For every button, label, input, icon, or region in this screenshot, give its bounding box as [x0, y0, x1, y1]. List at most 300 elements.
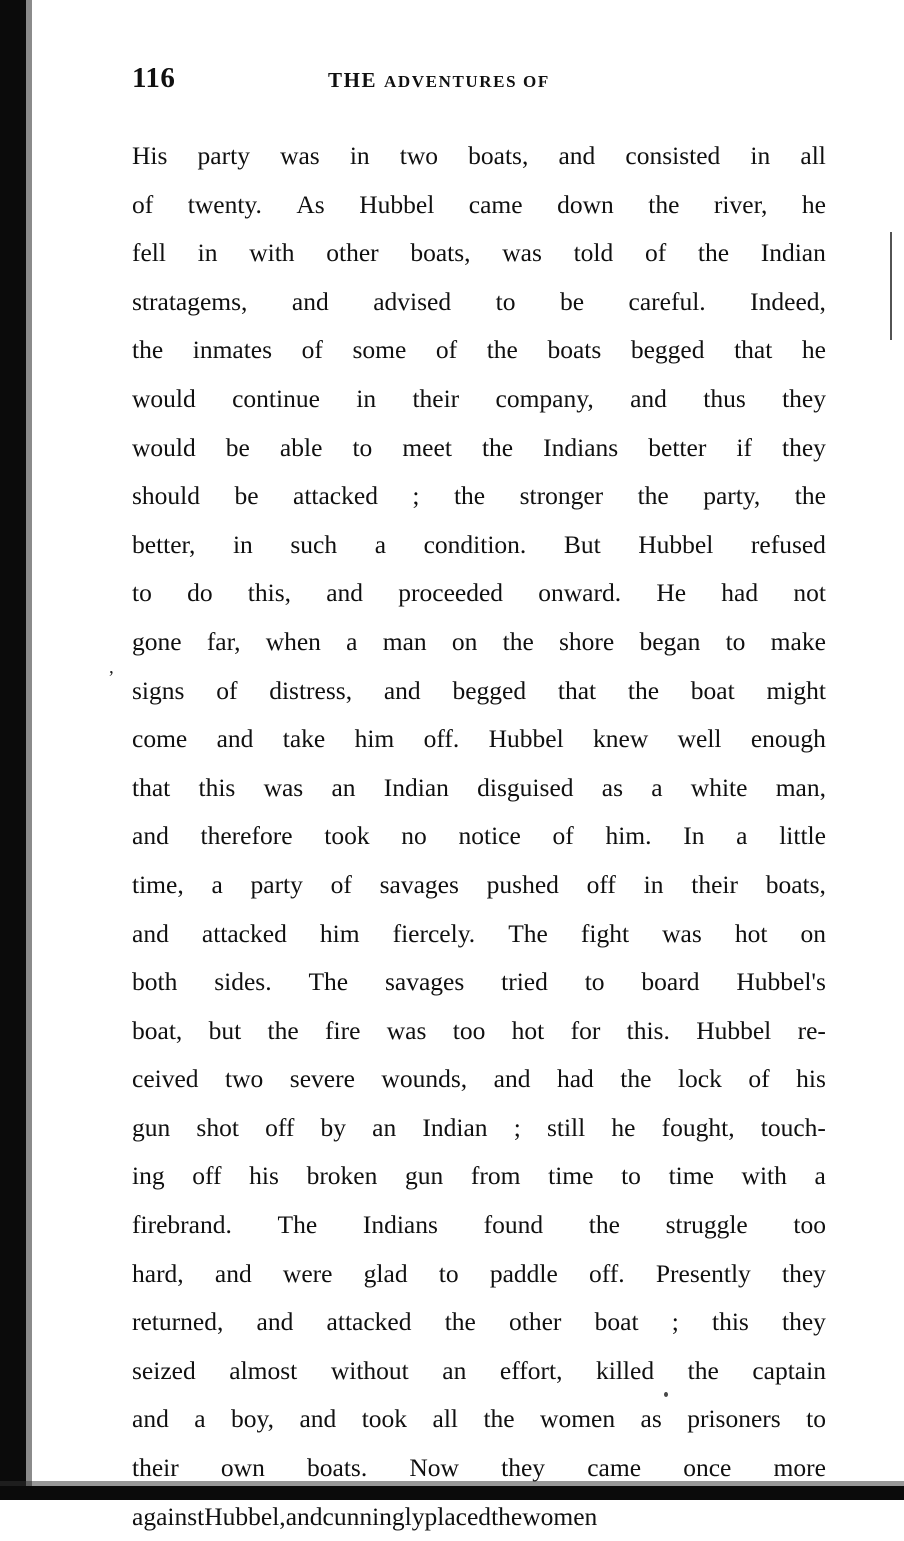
word: a [346, 626, 358, 656]
word: an [331, 772, 356, 802]
word: his [249, 1161, 279, 1191]
word: would [132, 383, 196, 413]
word: was [280, 141, 320, 170]
word: too [452, 1015, 486, 1045]
text-line [132, 181, 826, 230]
word: better [648, 432, 707, 462]
word: all [800, 141, 826, 170]
word: re- [797, 1015, 826, 1045]
word: a [374, 529, 387, 559]
word: against [132, 1501, 205, 1531]
word: Hubbel [696, 1015, 772, 1045]
text-line [132, 618, 826, 667]
word: ; [412, 481, 420, 511]
word: Now [409, 1453, 459, 1483]
word: no [401, 821, 427, 851]
word: severe [289, 1064, 355, 1094]
word: refused [750, 529, 826, 559]
word: such [290, 529, 338, 559]
word: to [806, 1404, 826, 1434]
text-line [132, 1298, 826, 1347]
word: well [677, 724, 722, 754]
word: killed [596, 1355, 655, 1385]
word: thus [703, 383, 746, 413]
word: off [586, 869, 616, 899]
word: from [470, 1161, 521, 1191]
word: be [234, 481, 259, 511]
text-line [132, 764, 826, 813]
word: Presently [655, 1258, 751, 1288]
word: In [683, 821, 705, 851]
word: an [372, 1112, 397, 1142]
word: of [330, 869, 352, 899]
text-line [132, 1104, 826, 1153]
word: notice [458, 821, 521, 851]
text-line [132, 1444, 826, 1493]
word: river, [713, 189, 768, 219]
word: party [250, 869, 303, 899]
word: signs [132, 675, 185, 705]
word: therefore [200, 821, 293, 851]
word: of [216, 675, 238, 705]
word: fell [132, 238, 166, 268]
word: able [279, 432, 323, 462]
word: paddle [489, 1258, 558, 1288]
word: to [352, 432, 373, 462]
word: to [725, 626, 746, 656]
word: time, [132, 869, 184, 899]
word: took [324, 821, 370, 851]
word: attacked [326, 1307, 412, 1337]
word: boat, [132, 1015, 183, 1045]
word: wounds, [381, 1064, 468, 1094]
word: cunningly [322, 1501, 425, 1531]
word: the [697, 238, 730, 268]
word: man, [775, 772, 826, 802]
word: once [683, 1453, 732, 1483]
word: But [563, 529, 601, 559]
word: two [225, 1064, 264, 1094]
word: of [435, 335, 458, 365]
word: by [320, 1112, 347, 1142]
word: disguised [477, 772, 574, 802]
word: struggle [665, 1210, 748, 1240]
word: Indian [383, 772, 449, 802]
word: time [548, 1161, 594, 1191]
word: The [308, 967, 349, 997]
word: other [509, 1307, 562, 1337]
word: the [491, 1501, 523, 1531]
word: Hubbel [359, 189, 435, 219]
word: should [132, 481, 201, 511]
text-line [132, 424, 826, 473]
word: far, [206, 626, 241, 656]
word: a [736, 821, 748, 851]
word: fight [580, 918, 630, 948]
word: hot [511, 1015, 545, 1045]
word: effort, [499, 1355, 563, 1385]
word: would [132, 432, 196, 462]
word: the [648, 189, 680, 219]
word: the [483, 1404, 515, 1434]
word: Indeed, [750, 286, 826, 316]
word: came [468, 189, 523, 219]
word: this [712, 1307, 749, 1337]
word: all [432, 1404, 458, 1434]
word: a [651, 772, 663, 802]
word: were [282, 1258, 333, 1288]
word: white [690, 772, 748, 802]
text-line [132, 521, 826, 570]
word: boat [594, 1307, 639, 1337]
word: almost [229, 1355, 298, 1385]
word: fire [325, 1015, 361, 1045]
word: The [277, 1210, 318, 1240]
word: Indians [543, 432, 619, 462]
word: seized [132, 1355, 196, 1385]
word: with [249, 238, 295, 268]
word: and [493, 1064, 531, 1094]
word: might [766, 675, 826, 705]
word: distress, [269, 675, 353, 705]
word: to [132, 578, 152, 608]
word: of [748, 1064, 770, 1094]
word: returned, [132, 1307, 224, 1337]
word: captain [752, 1355, 826, 1385]
word: little [779, 821, 826, 851]
word: the [627, 675, 660, 705]
word: he [801, 189, 826, 219]
word: attacked [293, 481, 378, 511]
page-body-text [132, 132, 826, 1541]
word: not [793, 578, 826, 608]
word: off [192, 1161, 222, 1191]
word: him [319, 918, 360, 948]
word: he [801, 335, 826, 365]
word: come [132, 724, 188, 754]
word: that [557, 675, 597, 705]
word: without [330, 1355, 409, 1385]
word: and [216, 724, 254, 754]
word: ing [132, 1161, 165, 1191]
word: and [326, 578, 364, 608]
word: Indian [760, 238, 826, 268]
word: take [282, 724, 326, 754]
word: their [412, 383, 460, 413]
word: his [796, 1064, 826, 1094]
text-line [132, 1250, 826, 1299]
word: savages [384, 967, 465, 997]
word: he [611, 1112, 636, 1142]
word: The [508, 918, 548, 948]
word: boy, [231, 1404, 275, 1434]
word: hot [734, 918, 768, 948]
word: came [587, 1453, 642, 1483]
word: ceived [132, 1064, 199, 1094]
word: to [495, 286, 516, 316]
word: was [263, 772, 304, 802]
word: board [641, 967, 700, 997]
word: boats, [410, 238, 471, 268]
word: off. [589, 1258, 625, 1288]
word: of [552, 821, 574, 851]
word: time [668, 1161, 714, 1191]
word: Hubbel [488, 724, 564, 754]
word: prisoners [687, 1404, 781, 1434]
word: placed [424, 1501, 492, 1531]
word: when [265, 626, 321, 656]
word: if [736, 432, 752, 462]
word: enough [750, 724, 826, 754]
word: Indians [362, 1210, 438, 1240]
word: company, [495, 383, 594, 413]
word: careful. [628, 286, 706, 316]
word: fought, [661, 1112, 735, 1142]
word: shore [559, 626, 615, 656]
word: condition. [423, 529, 527, 559]
word: in [750, 141, 771, 170]
word: boats, [765, 869, 826, 899]
word: be [225, 432, 250, 462]
text-line [132, 812, 826, 861]
word: that [734, 335, 773, 365]
word: this [198, 772, 236, 802]
word: in [197, 238, 218, 268]
word: gone [132, 626, 182, 656]
text-line [132, 1007, 826, 1056]
word: begged [630, 335, 705, 365]
word: to [438, 1258, 459, 1288]
word: had [556, 1064, 594, 1094]
word: make [770, 626, 826, 656]
word: gun [132, 1112, 171, 1142]
word: the [588, 1210, 620, 1240]
text-line [132, 1347, 826, 1396]
word: the [687, 1355, 719, 1385]
text-line [132, 229, 826, 278]
word: continue [232, 383, 320, 413]
text-line [132, 569, 826, 618]
word: the [481, 432, 514, 462]
word: to [621, 1161, 641, 1191]
word: of [644, 238, 667, 268]
text-line [132, 132, 826, 181]
word: Hubbel, [204, 1501, 286, 1531]
word: party [197, 141, 250, 170]
word: Indian [422, 1112, 488, 1142]
word: advised [373, 286, 452, 316]
word: a [814, 1161, 826, 1191]
word: man [382, 626, 427, 656]
word: be [559, 286, 585, 316]
word: they [781, 1258, 826, 1288]
word: and [132, 1404, 169, 1434]
word: fiercely. [392, 918, 476, 948]
marginal-mark: , [109, 657, 114, 678]
word: for [570, 1015, 601, 1045]
word: touch- [760, 1112, 826, 1142]
page-header [132, 62, 832, 96]
word: sides. [214, 967, 272, 997]
word: consisted [625, 141, 721, 170]
word: boats [547, 335, 602, 365]
word: this. [626, 1015, 670, 1045]
word: more [773, 1453, 826, 1483]
word: was [662, 918, 702, 948]
word: a [211, 869, 223, 899]
word: on [800, 918, 826, 948]
word: on [451, 626, 478, 656]
word: they [501, 1453, 546, 1483]
word: off [265, 1112, 295, 1142]
word: him [354, 724, 395, 754]
running-head-first-word: THE [328, 68, 378, 92]
word: knew [593, 724, 649, 754]
word: in [232, 529, 253, 559]
word: they [782, 432, 826, 462]
word: hard, [132, 1258, 184, 1288]
word: still [546, 1112, 586, 1142]
text-line [132, 715, 826, 764]
word: the [132, 335, 164, 365]
text-line [132, 1395, 826, 1444]
running-head-rest: ADVENTURES OF [384, 72, 550, 91]
word: in [643, 869, 664, 899]
word: and [214, 1258, 252, 1288]
word: some [352, 335, 407, 365]
word: party, [703, 481, 761, 511]
word: of [132, 189, 154, 219]
text-line [132, 278, 826, 327]
word: boats. [307, 1453, 368, 1483]
word: women [540, 1404, 616, 1434]
word: as [640, 1404, 662, 1434]
word: both [132, 967, 178, 997]
word: took [361, 1404, 408, 1434]
word: of [301, 335, 323, 365]
text-line [132, 958, 826, 1007]
word: onward. [538, 578, 622, 608]
word: but [208, 1015, 242, 1045]
word: ; [671, 1307, 679, 1337]
word: boats, [468, 141, 529, 170]
word: women [522, 1501, 598, 1531]
word: and [558, 141, 596, 170]
running-head [328, 68, 550, 93]
word: begged [452, 675, 527, 705]
word: tried [501, 967, 548, 997]
word: stronger [519, 481, 604, 511]
word: and [285, 1501, 323, 1531]
word: their [691, 869, 738, 899]
word: Hubbel's [736, 967, 826, 997]
word: in [356, 383, 377, 413]
word: As [296, 189, 325, 219]
word: found [483, 1210, 544, 1240]
text-line [132, 1152, 826, 1201]
word: the [637, 481, 669, 511]
word: the [486, 335, 518, 365]
word: and [299, 1404, 337, 1434]
word: that [132, 772, 171, 802]
word: the [453, 481, 486, 511]
word: him. [605, 821, 652, 851]
word: a [194, 1404, 206, 1434]
text-line [132, 472, 826, 521]
word: as [601, 772, 623, 802]
text-line [132, 326, 826, 375]
word: savages [379, 869, 459, 899]
word: ; [513, 1112, 521, 1142]
text-line [132, 667, 826, 716]
word: the [620, 1064, 652, 1094]
word: and [383, 675, 421, 705]
word: twenty. [187, 189, 262, 219]
word: lock [677, 1064, 722, 1094]
word: proceeded [398, 578, 504, 608]
word: two [399, 141, 439, 170]
word: had [721, 578, 759, 608]
word: better, [132, 529, 196, 559]
word: and [132, 821, 169, 851]
text-line [132, 1201, 826, 1250]
page-number: 116 [132, 62, 176, 94]
word: and [291, 286, 329, 316]
word: meet [402, 432, 452, 462]
word: the [502, 626, 534, 656]
word: shot [196, 1112, 239, 1142]
text-line [132, 1055, 826, 1104]
word: they [782, 383, 826, 413]
word: inmates [192, 335, 273, 365]
word: own [220, 1453, 265, 1483]
word: too [793, 1210, 826, 1240]
word: and [630, 383, 667, 413]
word: He [656, 578, 687, 608]
word: began [639, 626, 701, 656]
word: they [782, 1307, 826, 1337]
word: glad [363, 1258, 408, 1288]
word: this, [247, 578, 291, 608]
word: attacked [201, 918, 287, 948]
word: the [794, 481, 826, 511]
word: with [741, 1161, 787, 1191]
word: boat [690, 675, 735, 705]
text-line [132, 910, 826, 959]
word: gun [405, 1161, 444, 1191]
word: off. [423, 724, 460, 754]
word: Hubbel [638, 529, 714, 559]
word: His [132, 141, 168, 170]
word: in [349, 141, 370, 170]
text-line [132, 861, 826, 910]
word: and [256, 1307, 294, 1337]
word: the [267, 1015, 299, 1045]
text-line [132, 375, 826, 424]
word: to [584, 967, 605, 997]
word: their [132, 1453, 179, 1483]
word: the [444, 1307, 476, 1337]
word: was [502, 238, 542, 268]
word: do [187, 578, 213, 608]
word: told [573, 238, 614, 268]
word: down [557, 189, 614, 219]
word: and [132, 918, 169, 948]
word: pushed [486, 869, 559, 899]
word: broken [306, 1161, 378, 1191]
word: an [442, 1355, 467, 1385]
word: other [326, 238, 379, 268]
